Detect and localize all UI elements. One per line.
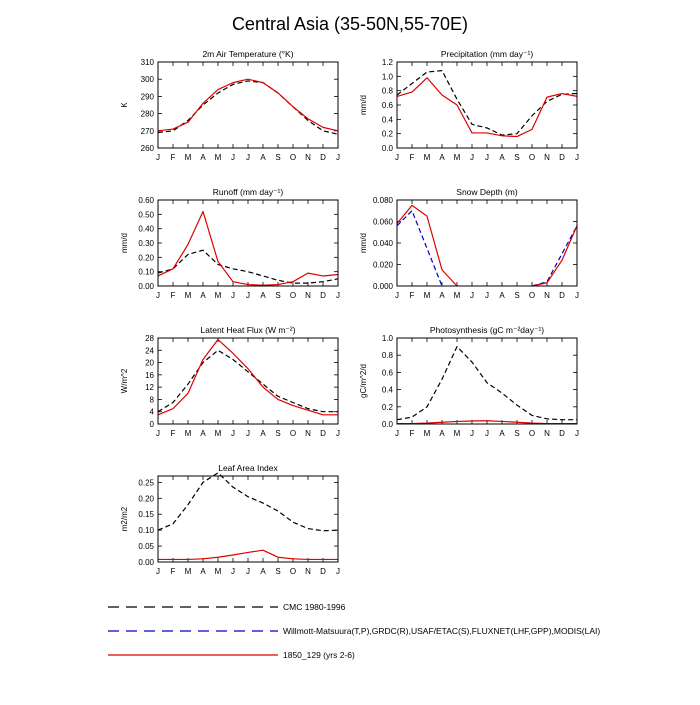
y-axis-label: mm/d — [120, 233, 129, 253]
x-tick-label: J — [246, 153, 250, 162]
x-tick-label: J — [156, 567, 160, 576]
y-tick-label: 20 — [145, 358, 154, 368]
y-tick-label: 0.20 — [138, 253, 154, 263]
series-line-obs — [158, 350, 338, 411]
panel-4 — [120, 325, 340, 438]
series-line-ref — [532, 226, 577, 286]
panel-title: Runoff (mm day⁻¹) — [212, 187, 284, 197]
x-tick-label: A — [260, 429, 266, 438]
y-tick-label: 0.6 — [381, 101, 393, 110]
y-tick-label: 0.00 — [138, 558, 154, 567]
series-line-model — [532, 226, 577, 286]
x-tick-label: J — [575, 291, 579, 300]
x-tick-label: J — [336, 153, 340, 162]
x-tick-label: J — [231, 153, 235, 162]
y-axis-label: mm/d — [359, 95, 368, 115]
x-tick-label: A — [260, 153, 266, 162]
panel-5 — [359, 325, 579, 438]
x-tick-label: J — [470, 291, 474, 300]
panel-title: Latent Heat Flux (W m⁻²) — [200, 325, 296, 335]
y-tick-label: 0.10 — [138, 267, 154, 277]
y-tick-label: 0.8 — [381, 351, 393, 361]
plot-frame — [158, 476, 338, 562]
x-tick-label: J — [231, 567, 235, 576]
x-tick-label: F — [170, 291, 176, 300]
x-tick-label: N — [305, 567, 311, 576]
y-tick-label: 300 — [140, 75, 154, 85]
y-axis-label: W/m^2 — [120, 368, 129, 394]
y-tick-label: 270 — [140, 126, 154, 136]
x-tick-label: M — [453, 153, 461, 162]
x-tick-label: J — [336, 429, 340, 438]
x-tick-label: M — [214, 429, 222, 438]
x-tick-label: O — [528, 291, 536, 300]
x-tick-label: O — [289, 153, 297, 162]
y-axis-label: m2/m2 — [120, 506, 129, 532]
x-tick-label: N — [544, 153, 550, 162]
x-tick-label: J — [395, 153, 399, 162]
x-tick-label: A — [260, 291, 266, 300]
x-tick-label: M — [423, 291, 431, 300]
x-tick-label: F — [409, 291, 415, 300]
x-tick-label: J — [246, 291, 250, 300]
y-tick-label: 0.00 — [138, 282, 154, 291]
x-tick-label: J — [395, 291, 399, 300]
x-tick-label: F — [170, 567, 176, 576]
x-tick-label: D — [559, 153, 565, 162]
x-tick-label: N — [305, 291, 311, 300]
x-tick-label: J — [485, 153, 489, 162]
y-tick-label: 0.6 — [381, 368, 393, 378]
x-tick-label: O — [289, 429, 297, 438]
panel-0 — [120, 49, 340, 162]
series-line-obs — [397, 347, 577, 420]
y-tick-label: 0 — [149, 420, 154, 429]
y-tick-label: 290 — [140, 92, 154, 102]
x-tick-label: J — [485, 429, 489, 438]
panel-title: Photosynthesis (gC m⁻²day⁻¹) — [429, 325, 545, 335]
y-tick-label: 8 — [149, 395, 154, 405]
x-tick-label: S — [275, 429, 281, 438]
y-tick-label: 0.20 — [138, 494, 154, 504]
legend-label: 1850_129 (yrs 2-6) — [283, 650, 355, 660]
y-tick-label: 28 — [145, 334, 154, 343]
x-tick-label: M — [214, 291, 222, 300]
x-tick-label: J — [336, 567, 340, 576]
plot-frame — [158, 62, 338, 148]
x-tick-label: J — [485, 291, 489, 300]
x-tick-label: A — [439, 291, 445, 300]
x-tick-label: D — [559, 429, 565, 438]
y-tick-label: 0.060 — [372, 217, 393, 227]
y-tick-label: 0.25 — [138, 478, 154, 488]
y-tick-label: 0.8 — [381, 86, 393, 96]
legend-label: CMC 1980-1996 — [283, 602, 346, 612]
page-title: Central Asia (35-50N,55-70E) — [231, 14, 469, 34]
x-tick-label: A — [439, 153, 445, 162]
x-tick-label: J — [336, 291, 340, 300]
y-tick-label: 0.2 — [381, 129, 393, 139]
x-tick-label: S — [514, 153, 520, 162]
series-line-obs — [158, 81, 338, 134]
plot-frame — [397, 200, 577, 286]
panel-1 — [359, 49, 579, 162]
x-tick-label: M — [184, 429, 192, 438]
y-tick-label: 260 — [140, 144, 154, 153]
x-tick-label: J — [156, 429, 160, 438]
x-tick-label: M — [453, 429, 461, 438]
x-tick-label: J — [575, 153, 579, 162]
x-tick-label: F — [170, 429, 176, 438]
x-tick-label: D — [320, 153, 326, 162]
y-tick-label: 12 — [145, 383, 154, 393]
y-tick-label: 0.0 — [381, 420, 393, 429]
x-tick-label: M — [453, 291, 461, 300]
y-tick-label: 0.020 — [372, 260, 393, 270]
y-tick-label: 16 — [145, 370, 154, 380]
x-tick-label: S — [275, 291, 281, 300]
panel-3 — [359, 187, 579, 300]
x-tick-label: M — [184, 153, 192, 162]
x-tick-label: D — [320, 291, 326, 300]
y-tick-label: 0.40 — [138, 224, 154, 234]
plot-frame — [397, 338, 577, 424]
series-line-obs — [158, 473, 338, 531]
y-tick-label: 310 — [140, 58, 154, 67]
x-tick-label: M — [214, 567, 222, 576]
x-tick-label: M — [184, 567, 192, 576]
y-tick-label: 0.10 — [138, 526, 154, 536]
x-tick-label: S — [514, 291, 520, 300]
x-tick-label: S — [275, 153, 281, 162]
panel-6 — [120, 463, 340, 576]
y-tick-label: 0.4 — [381, 385, 393, 395]
y-tick-label: 0.080 — [372, 196, 393, 205]
y-tick-label: 0.50 — [138, 210, 154, 220]
x-tick-label: N — [305, 429, 311, 438]
x-tick-label: A — [499, 429, 505, 438]
series-line-model — [158, 340, 338, 415]
x-tick-label: A — [200, 429, 206, 438]
x-tick-label: M — [184, 291, 192, 300]
x-tick-label: J — [156, 291, 160, 300]
y-tick-label: 24 — [145, 346, 154, 356]
legend — [108, 602, 600, 660]
y-axis-label: gC/m^2/d — [359, 364, 368, 398]
x-tick-label: J — [470, 153, 474, 162]
y-tick-label: 0.000 — [372, 282, 393, 291]
y-tick-label: 0.15 — [138, 510, 154, 520]
x-tick-label: N — [544, 429, 550, 438]
x-tick-label: O — [289, 291, 297, 300]
series-line-obs — [158, 250, 338, 283]
x-tick-label: A — [499, 291, 505, 300]
x-tick-label: J — [575, 429, 579, 438]
series-line-model — [158, 211, 338, 285]
y-tick-label: 1.2 — [381, 58, 393, 67]
x-tick-label: S — [514, 429, 520, 438]
x-tick-label: F — [409, 153, 415, 162]
y-tick-label: 0.05 — [138, 542, 154, 552]
x-tick-label: F — [170, 153, 176, 162]
y-tick-label: 0.0 — [381, 144, 393, 153]
y-tick-label: 0.4 — [381, 115, 393, 125]
x-tick-label: N — [544, 291, 550, 300]
x-tick-label: D — [320, 567, 326, 576]
x-tick-label: J — [246, 567, 250, 576]
x-tick-label: J — [156, 153, 160, 162]
x-tick-label: J — [470, 429, 474, 438]
x-tick-label: M — [423, 153, 431, 162]
x-tick-label: D — [320, 429, 326, 438]
panel-2 — [120, 187, 340, 300]
panel-title: 2m Air Temperature (°K) — [202, 49, 294, 59]
y-tick-label: 1.0 — [381, 334, 393, 343]
panel-title: Snow Depth (m) — [456, 187, 518, 197]
x-tick-label: S — [275, 567, 281, 576]
x-tick-label: O — [528, 153, 536, 162]
x-tick-label: F — [409, 429, 415, 438]
y-tick-label: 4 — [149, 407, 154, 417]
x-tick-label: M — [214, 153, 222, 162]
x-tick-label: N — [305, 153, 311, 162]
x-tick-label: A — [200, 567, 206, 576]
y-axis-label: K — [120, 102, 129, 108]
panel-title: Precipitation (mm day⁻¹) — [440, 49, 534, 59]
panel-title: Leaf Area Index — [218, 463, 278, 473]
y-axis-label: mm/d — [359, 233, 368, 253]
x-tick-label: J — [231, 291, 235, 300]
x-tick-label: O — [289, 567, 297, 576]
x-tick-label: A — [499, 153, 505, 162]
x-tick-label: M — [423, 429, 431, 438]
x-tick-label: A — [260, 567, 266, 576]
x-tick-label: A — [200, 153, 206, 162]
legend-label: Willmott-Matsuura(T,P),GRDC(R),USAF/ETAC(S),FLUXNET(LHF,GPP),MODIS(LAI) — [283, 626, 601, 636]
x-tick-label: O — [528, 429, 536, 438]
x-tick-label: D — [559, 291, 565, 300]
x-tick-label: J — [231, 429, 235, 438]
y-tick-label: 0.30 — [138, 239, 154, 248]
series-line-ref — [397, 211, 442, 286]
y-tick-label: 0.040 — [372, 239, 393, 248]
y-tick-label: 280 — [140, 109, 154, 119]
y-tick-label: 1.0 — [381, 72, 393, 82]
y-tick-label: 0.60 — [138, 196, 154, 205]
x-tick-label: J — [246, 429, 250, 438]
x-tick-label: A — [200, 291, 206, 300]
x-tick-label: A — [439, 429, 445, 438]
y-tick-label: 0.2 — [381, 402, 393, 412]
x-tick-label: J — [395, 429, 399, 438]
